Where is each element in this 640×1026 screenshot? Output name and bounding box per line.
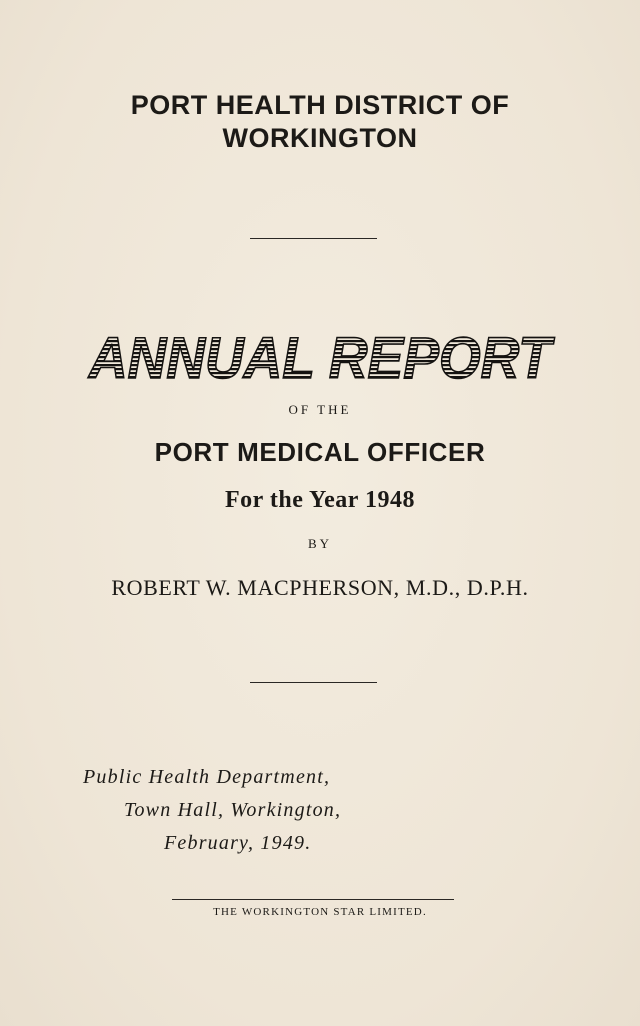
report-title-graphic [0, 320, 640, 400]
by-label: BY [307, 536, 333, 551]
report-year: For the Year 1948 [224, 487, 416, 513]
district-heading-line2: WORKINGTON [222, 123, 418, 153]
divider-rule [250, 682, 377, 683]
district-heading [0, 89, 640, 155]
officer-title: PORT MEDICAL OFFICER [154, 437, 486, 467]
author-name: ROBERT W. MACPHERSON, M.D., D.P.H. [111, 575, 529, 600]
address-line-town-hall: Town Hall, Workington, [124, 799, 342, 821]
divider-rule [250, 238, 377, 239]
report-title-text: ANNUAL REPORT [87, 326, 556, 391]
of-the-label: OF THE [288, 402, 352, 417]
report-title [0, 320, 640, 400]
address-line-department: Public Health Department, [83, 766, 331, 788]
address-line-date: February, 1949. [164, 832, 312, 854]
district-heading-line1: PORT HEALTH DISTRICT OF [130, 90, 510, 120]
printer-imprint: THE WORKINGTON STAR LIMITED. [213, 906, 427, 918]
printer-rule [172, 899, 454, 900]
